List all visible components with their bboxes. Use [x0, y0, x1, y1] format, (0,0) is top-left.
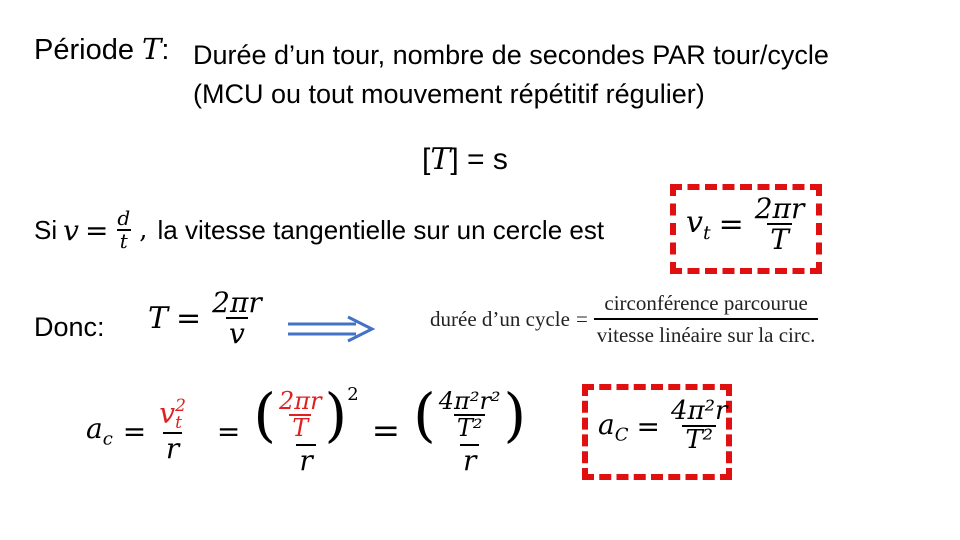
accel-f2-num: [250, 381, 361, 450]
period-definition-line1: Durée d’un tour, nombre de secondes PAR tour/cycle: [193, 40, 829, 70]
period-definition-line2: (MCU ou tout mouvement répétitif régulier): [193, 79, 705, 109]
accel-f3-den: r: [460, 444, 479, 475]
accel-f3-paren-open: (: [413, 381, 436, 450]
boxed-accel-a: a: [598, 407, 615, 441]
accel-f2-den: r: [296, 444, 315, 475]
donc-T: T: [148, 300, 169, 336]
period-symbol: T: [142, 32, 162, 66]
accel-f3-inner-den: T²: [454, 414, 486, 441]
accel-f3-num: [410, 381, 529, 450]
title-label-row: [34, 32, 169, 67]
cycle-fraction: [594, 292, 819, 346]
unit-symbol: T: [430, 142, 451, 177]
boxed-accel-equals: =: [636, 409, 660, 443]
accel-a: a: [86, 412, 103, 446]
accel-f1-sub: t: [175, 413, 182, 434]
accel-eq3: =: [371, 411, 401, 451]
accel-eq2: =: [216, 414, 241, 448]
period-definition: [193, 36, 829, 114]
speed-v: v: [63, 213, 79, 247]
accel-f2-inner-den: T: [289, 414, 311, 441]
bracket-close: ]: [450, 143, 459, 176]
boxed-speed-v: v: [686, 204, 703, 240]
donc-formula: [148, 288, 265, 349]
accel-eq1: =: [122, 414, 147, 448]
accel-f2-sup: 2: [347, 384, 359, 406]
accel-fraction-2: [250, 381, 361, 478]
period-unit-formula: [422, 142, 508, 177]
cycle-equals: =: [575, 306, 588, 331]
bracket-open: [: [422, 143, 431, 176]
accel-f1-v: v: [159, 396, 176, 430]
accel-f2-paren-close: ): [324, 381, 348, 450]
accel-f2-inner: [276, 389, 325, 441]
boxed-speed-content: [686, 194, 807, 255]
donc-num: 2πr: [212, 286, 262, 319]
boxed-accel-num: 4π²r: [670, 396, 728, 426]
boxed-accel-fraction: [668, 398, 730, 455]
cycle-den: vitesse linéaire sur la circ.: [594, 318, 819, 346]
boxed-accel-lhs: [598, 408, 628, 446]
implies-arrow-icon: [286, 314, 376, 344]
boxed-speed-equals: =: [718, 206, 744, 242]
boxed-speed-lhs: [686, 205, 711, 244]
boxed-speed-fraction: [752, 194, 808, 255]
cycle-lhs: durée d’un cycle: [430, 306, 570, 331]
cycle-duration-formula: [430, 292, 818, 346]
boxed-accel-sub: C: [614, 424, 629, 446]
accel-lhs: [86, 412, 113, 450]
acceleration-chain: [86, 376, 529, 486]
accel-f2-inner-num: 2πr: [279, 387, 322, 416]
speed-fraction: [114, 208, 133, 252]
donc-label: Donc:: [34, 312, 105, 342]
accel-f3-paren-close: ): [503, 381, 527, 450]
speed-comma: ,: [139, 215, 148, 245]
speed-definition-line: [34, 208, 604, 252]
cycle-num: circonférence parcourue: [604, 291, 808, 315]
donc-den: v: [226, 317, 248, 348]
speed-equals: =: [84, 213, 109, 247]
boxed-speed-sub: t: [702, 221, 711, 244]
accel-sub: c: [102, 428, 113, 450]
tangential-speed-text: la vitesse tangentielle sur un cercle est: [157, 214, 605, 245]
unit-equals: =: [467, 143, 485, 176]
boxed-speed-den: T: [767, 223, 792, 254]
accel-f3-inner: [436, 389, 504, 441]
boxed-speed-num: 2πr: [754, 192, 805, 225]
speed-fraction-num: d: [117, 206, 131, 230]
speed-fraction-den: t: [117, 229, 131, 252]
boxed-accel-content: [598, 398, 730, 455]
donc-fraction: [209, 288, 265, 349]
accel-f2-paren-open: (: [253, 381, 277, 450]
accel-f1-num: [156, 398, 189, 432]
period-label: Période: [34, 34, 134, 66]
unit-seconds: s: [492, 143, 508, 176]
boxed-accel-den: T²: [682, 425, 716, 454]
accel-fraction-3: [410, 381, 529, 478]
accel-f1-sup: 2: [175, 396, 186, 417]
accel-fraction-1: [156, 396, 189, 466]
si-label: Si: [34, 214, 58, 245]
accel-f1-den: r: [163, 432, 182, 463]
accel-f3-inner-num: 4π²r²: [438, 387, 501, 416]
donc-equals: =: [176, 300, 202, 336]
title-colon: :: [161, 34, 170, 66]
